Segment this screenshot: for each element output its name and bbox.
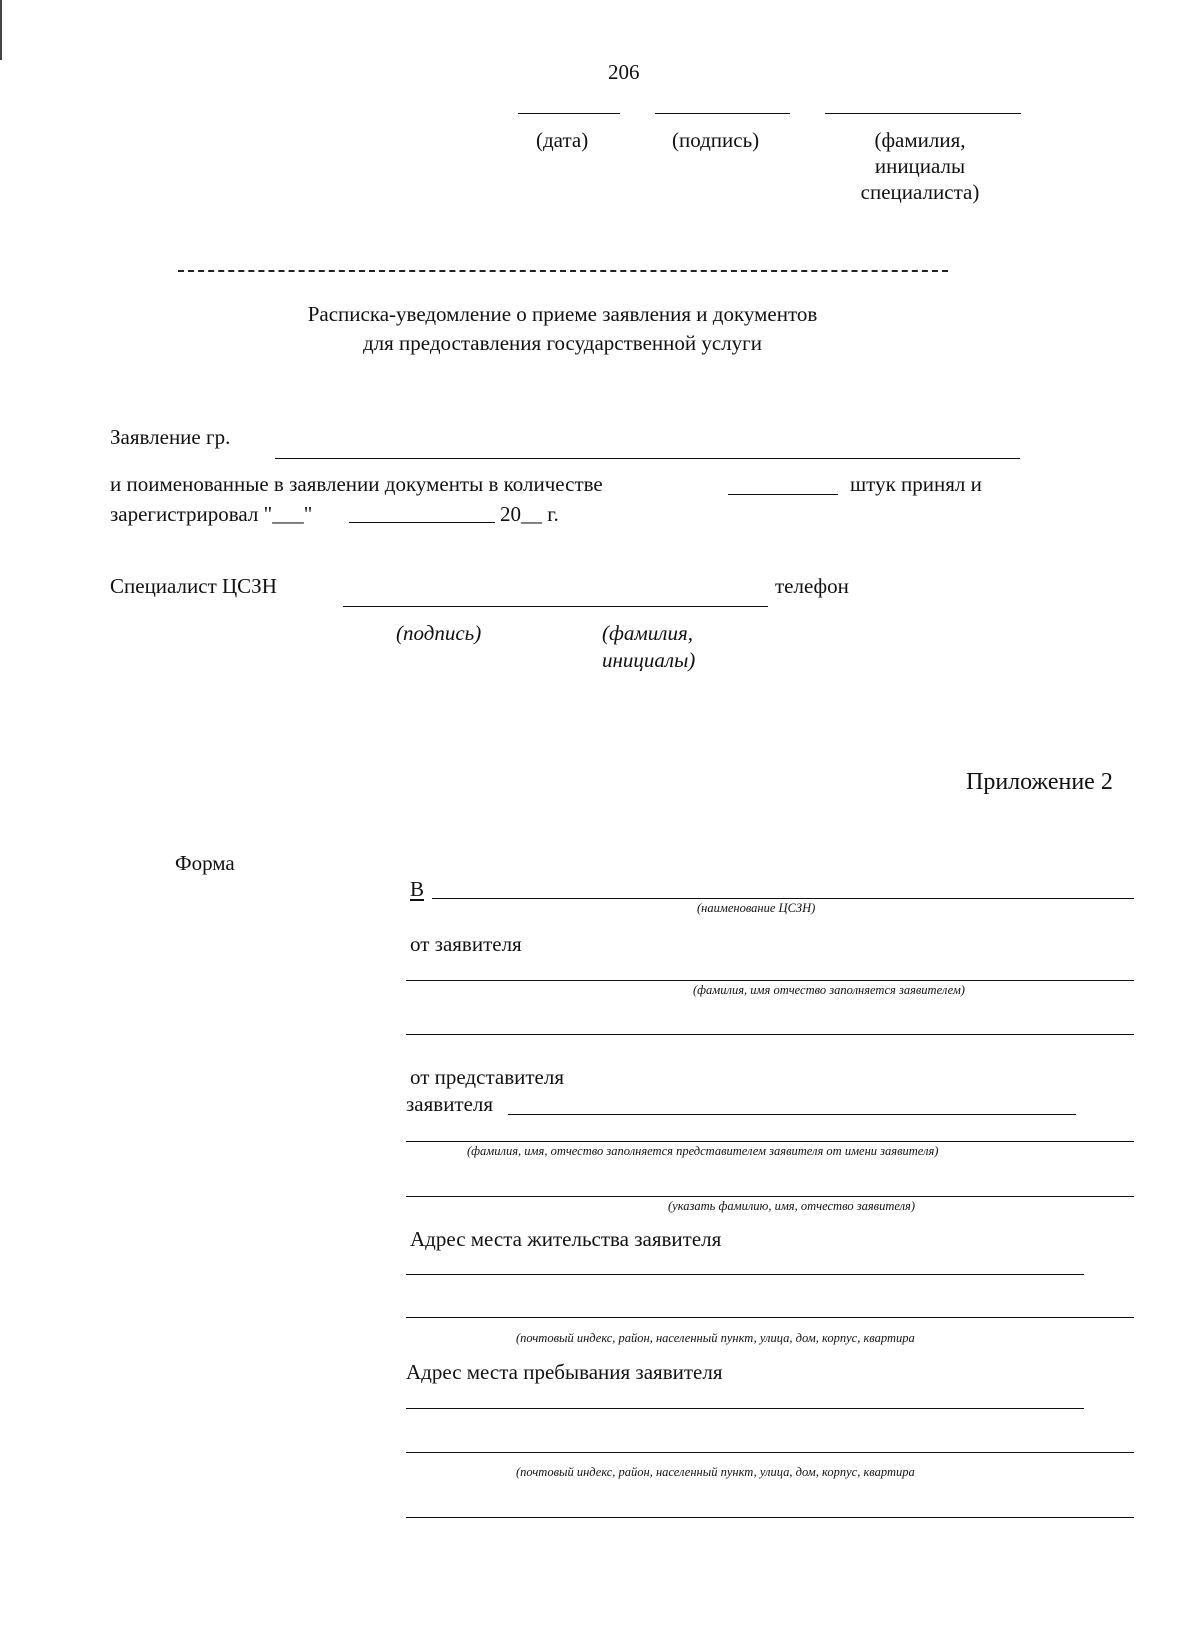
representative-applicant-label: заявителя (406, 1092, 494, 1116)
documents-text: и поименованные в заявлении документы в количестве (110, 472, 603, 496)
applicant-line-2 (406, 1034, 1134, 1035)
receipt-title-line-2: для предоставления государственной услуги (362, 331, 763, 355)
residence-label: Адрес места жительства заявителя (410, 1227, 722, 1251)
cut-line (178, 270, 948, 272)
phone-label: телефон (775, 574, 849, 598)
from-representative-label: от представителя (410, 1065, 564, 1089)
appendix-title: Приложение 2 (966, 769, 1113, 795)
specify-caption: (указать фамилию, имя, отчество заявителя) (668, 1199, 916, 1213)
applicant-label: Заявление гр. (110, 425, 231, 449)
name-caption-line-2: инициалы (874, 154, 966, 178)
registered-label: зарегистрировал "___" (110, 502, 313, 526)
from-applicant-label: от заявителя (410, 932, 522, 956)
documents-count-line (728, 494, 838, 495)
signature-caption: (подпись) (672, 128, 760, 152)
page-number: 206 (608, 60, 640, 84)
to-caption: (наименование ЦСЗН) (697, 901, 816, 915)
date-line (518, 113, 620, 114)
specialist-line (343, 606, 768, 607)
specialist-name-caption-line-1: (фамилия, (602, 621, 693, 645)
form-label: Форма (175, 851, 235, 875)
specialist-label: Специалист ЦСЗН (110, 574, 277, 598)
applicant-name-line (275, 458, 1020, 459)
registered-year: 20__ г. (500, 502, 559, 526)
stay-line-2 (406, 1452, 1134, 1453)
date-caption: (дата) (536, 128, 589, 152)
stay-label: Адрес места пребывания заявителя (406, 1360, 723, 1384)
signature-line (655, 113, 790, 114)
specialist-signature-caption: (подпись) (396, 621, 482, 645)
residence-line-2 (406, 1317, 1134, 1318)
representative-line-1 (508, 1114, 1076, 1115)
applicant-line-1 (406, 980, 1134, 981)
specify-line (406, 1196, 1134, 1197)
stay-caption: (почтовый индекс, район, населенный пункт, улица, дом, корпус, квартира (516, 1465, 915, 1479)
to-prefix: В (410, 877, 425, 901)
receipt-title-line-1: Расписка-уведомление о приеме заявления и документов (307, 302, 818, 326)
representative-caption: (фамилия, имя, отчество заполняется представителем заявителя от имени заявителя) (467, 1144, 939, 1158)
name-line (825, 113, 1021, 114)
stay-line-1 (406, 1408, 1084, 1409)
stay-line-3 (406, 1517, 1134, 1518)
specialist-name-caption-line-2: инициалы) (602, 648, 696, 672)
registered-month-line (349, 522, 495, 523)
applicant-caption: (фамилия, имя отчество заполняется заявителем) (693, 983, 965, 997)
name-caption-line-1: (фамилия, (874, 128, 966, 152)
representative-line-2 (406, 1141, 1134, 1142)
documents-text-end: штук принял и (850, 472, 982, 496)
residence-line-1 (406, 1274, 1084, 1275)
to-line (432, 898, 1134, 899)
name-caption-line-3: специалиста) (860, 180, 980, 204)
residence-caption: (почтовый индекс, район, населенный пункт, улица, дом, корпус, квартира (516, 1331, 915, 1345)
scan-left-edge (0, 0, 2, 60)
